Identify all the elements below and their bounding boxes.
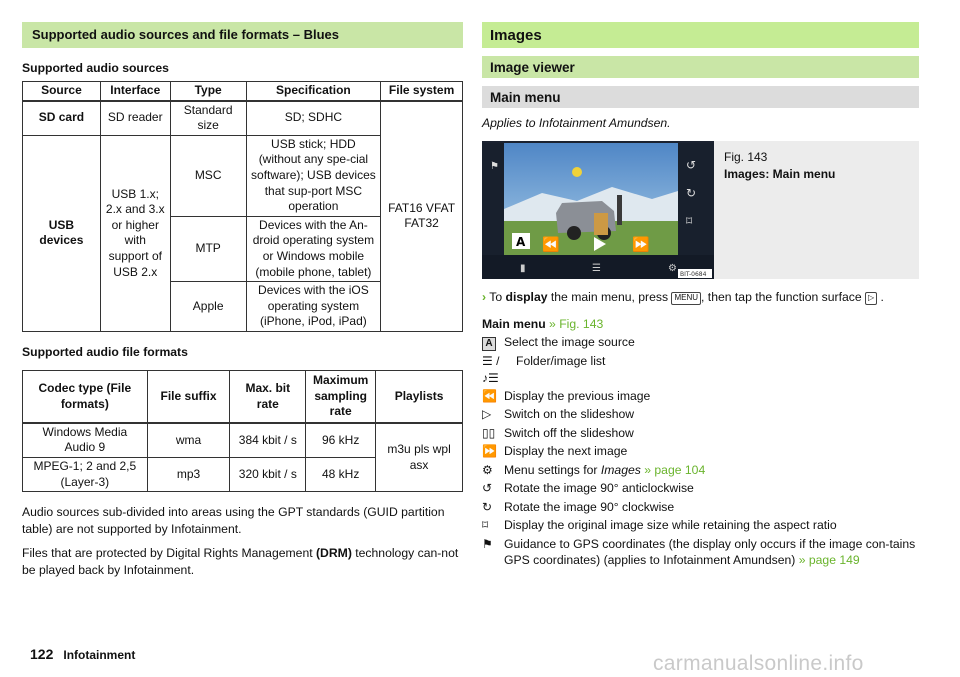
page-ref-link[interactable]: » page 149 [795, 553, 860, 567]
table-cell: mp3 [147, 458, 230, 492]
cell-sd-interface: SD reader [100, 101, 170, 136]
cell-sd-source: SD card [23, 101, 101, 136]
list-item: ⌑ Display the original image size while retaining the aspect ratio [482, 518, 837, 533]
left-column [22, 22, 463, 578]
page-number: 122 [30, 646, 54, 662]
right-column [482, 22, 919, 570]
list-item: ⏪ Display the previous image [482, 388, 651, 403]
page-ref-link[interactable]: » page 104 [640, 462, 706, 477]
col-header: Max. bit rate [230, 371, 306, 423]
list-item: ▯▯ Switch off the slideshow [482, 425, 634, 440]
table-cell: 48 kHz [306, 458, 376, 492]
rewind-icon: ⏪ [482, 388, 497, 403]
col-header: Source [23, 82, 101, 101]
table-cell: Windows Media Audio 9 [23, 423, 148, 458]
col-header: Codec type (File formats) [23, 371, 148, 423]
figure-caption [724, 149, 835, 181]
col-header: Playlists [376, 371, 463, 423]
list-item: ↻ Rotate the image 90° clockwise [482, 499, 675, 514]
instruction-step: › To display the main menu, press MENU , then tap the function surface ▷ . [482, 290, 884, 305]
label-a-icon: A [482, 337, 496, 351]
cell-mtp-type: MTP [170, 216, 246, 281]
settings-icon: ⚙ [482, 462, 493, 477]
main-menu-label: Main menu » Fig. 143 [482, 316, 604, 331]
formats-title: Supported audio file formats [22, 344, 188, 359]
play-icon: ▷ [482, 407, 492, 422]
list-item: A Select the image source [482, 334, 919, 351]
list-icon: ☰ / ♪☰ [482, 354, 500, 385]
cell-mtp-spec: Devices with the An-droid operating system or Windows mobile (mobile phone, tablet) [246, 216, 381, 281]
cell-usb-source: USB devices [23, 135, 101, 331]
list-item: ▷ Switch on the slideshow [482, 407, 635, 422]
chevron-right-icon: › [482, 290, 487, 305]
fig-ref-link[interactable]: » Fig. 143 [549, 316, 604, 331]
audio-sources-table [22, 81, 463, 332]
menu-key-icon: MENU [671, 292, 701, 305]
figure-label-a: A [516, 235, 526, 250]
drm-note: Files that are protected by Digital Rights Management (DRM) technology can-not be played back by Infotainment. [22, 546, 459, 577]
pause-icon: ▯▯ [482, 425, 496, 440]
col-header: File system [381, 82, 463, 101]
svg-text:⚙: ⚙ [668, 263, 677, 275]
table-cell: wma [147, 423, 230, 458]
fit-size-icon: ⌑ [482, 518, 489, 533]
fast-forward-icon: ⏩ [482, 444, 497, 459]
table-cell: 384 kbit / s [230, 423, 306, 458]
rotate-left-icon: ↺ [482, 481, 493, 496]
svg-text:⚑: ⚑ [490, 161, 499, 173]
audio-formats-table [22, 370, 463, 492]
svg-text:⏩: ⏩ [632, 237, 650, 254]
col-header: Interface [100, 82, 170, 101]
svg-text:⌑: ⌑ [686, 214, 693, 229]
table-cell: 320 kbit / s [230, 458, 306, 492]
figure-image [482, 141, 714, 279]
list-item: ↺ Rotate the image 90° anticlockwise [482, 481, 694, 496]
page-footer [30, 645, 135, 664]
applies-note: Applies to Infotainment Amundsen. [482, 116, 671, 130]
svg-text:▮: ▮ [520, 263, 526, 275]
list-item: ☰ / ♪☰ Folder/image list [482, 354, 606, 385]
figure-number: Fig. 143 [724, 150, 768, 165]
cell-sd-type: Standard size [170, 101, 246, 136]
footer-section: Infotainment [63, 648, 136, 662]
gpt-note: Audio sources sub-divided into areas using the GPT standards (GUID partition table) are not supported by Infotainment. [22, 505, 445, 536]
cell-sd-spec: SD; SDHC [246, 101, 381, 136]
sources-title: Supported audio sources [22, 60, 169, 75]
cell-msc-type: MSC [170, 135, 246, 216]
function-surface-icon: ▷ [865, 292, 877, 305]
cell-msc-spec: USB stick; HDD (without any spe-cial software); USB devices that sup-port MSC operation [246, 135, 381, 216]
figure-143 [482, 141, 919, 279]
gps-flag-icon: ⚑ [482, 536, 493, 551]
col-header: File suffix [147, 371, 230, 423]
svg-text:↻: ↻ [686, 186, 697, 201]
col-header: Type [170, 82, 246, 101]
cell-apple-type: Apple [170, 282, 246, 332]
watermark: carmanualsonline.info [653, 652, 864, 675]
cell-apple-spec: Devices with the iOS operating system (iPhone, iPod, iPad) [246, 282, 381, 332]
col-header: Specification [246, 82, 381, 101]
list-item: ⚙ Menu settings for Images » page 104 [482, 462, 706, 477]
section-header-main-menu: Main menu [482, 86, 919, 108]
svg-text:⏪: ⏪ [542, 237, 560, 254]
section-header-viewer: Image viewer [482, 56, 919, 78]
section-header-audio: Supported audio sources and file formats – Blues [22, 22, 463, 48]
figure-code: BIT-0684 [680, 271, 707, 279]
svg-text:☰: ☰ [592, 263, 601, 275]
list-item: ⏩ Display the next image [482, 444, 628, 459]
cell-playlists: m3u pls wpl asx [376, 423, 463, 492]
svg-text:↺: ↺ [686, 158, 697, 173]
table-cell: 96 kHz [306, 423, 376, 458]
table-cell: MPEG-1; 2 and 2,5 (Layer-3) [23, 458, 148, 492]
list-item: ⚑ Guidance to GPS coordinates (the display only occurs if the image con-tains GPS coordinates) (applies to Infotainment Amundsen) » page 149 [482, 536, 916, 567]
section-header-images: Images [482, 22, 919, 48]
figure-title: Images: Main menu [724, 166, 836, 181]
rotate-right-icon: ↻ [482, 499, 493, 514]
legend-list [482, 334, 919, 568]
col-header: Maximum sampling rate [306, 371, 376, 423]
cell-filesystem: FAT16 VFAT FAT32 [381, 101, 463, 332]
cell-usb-interface: USB 1.x; 2.x and 3.x or higher with support of USB 2.x [100, 135, 170, 331]
